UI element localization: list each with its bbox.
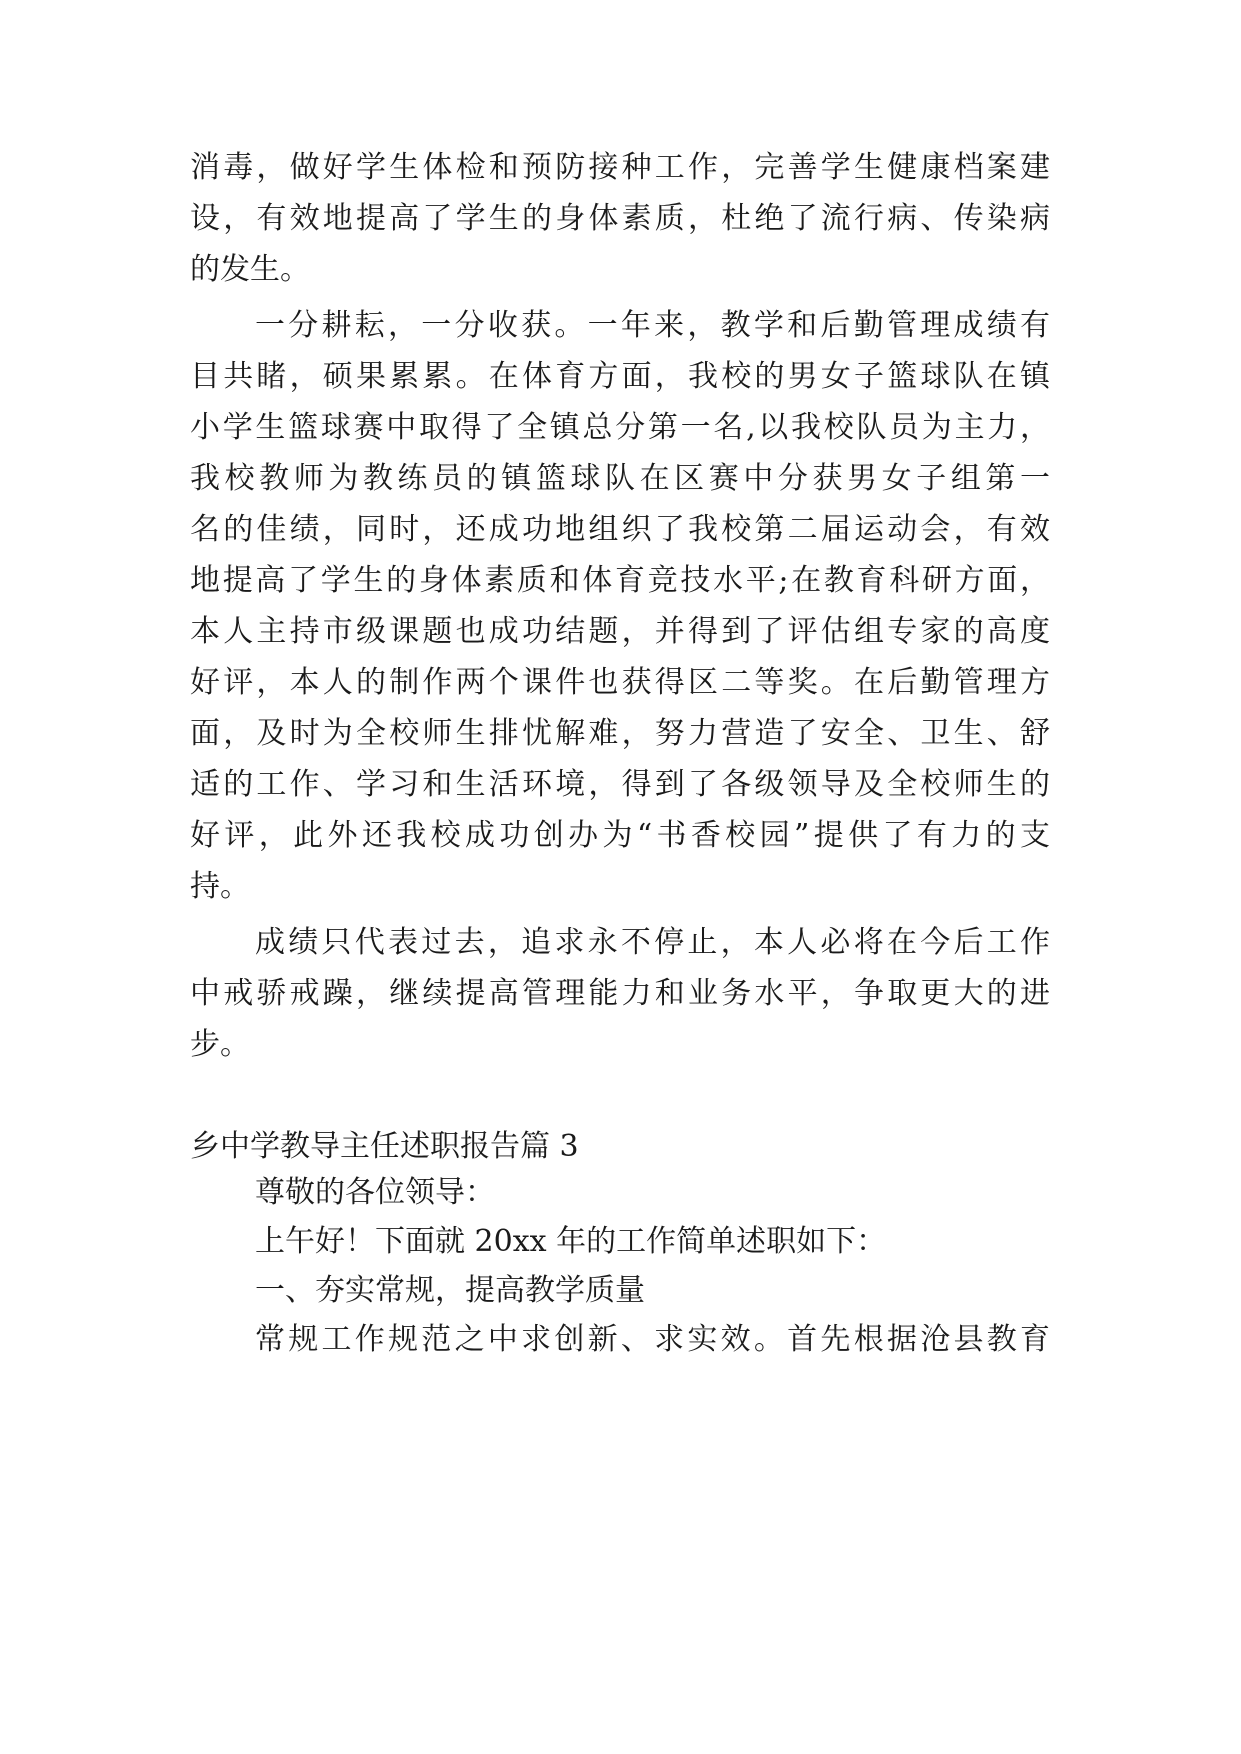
body-text-line: 适的工作、学习和生活环境，得到了各级领导及全校师生的 <box>190 767 1050 802</box>
body-text-line: 一分耕耘，一分收获。一年来，教学和后勤管理成绩有 <box>255 308 1050 343</box>
body-text-line: 小学生篮球赛中取得了全镇总分第一名,以我校队员为主力， <box>190 410 1050 445</box>
body-text-line: 好评，此外还我校成功创办为“书香校园”提供了有力的支 <box>190 818 1050 853</box>
body-text-line: 的发生。 <box>190 252 310 287</box>
body-text-line: 设，有效地提高了学生的身体素质，杜绝了流行病、传染病 <box>190 201 1050 236</box>
body-text-line: 本人主持市级课题也成功结题，并得到了评估组专家的高度 <box>190 614 1050 649</box>
body-text-line: 消毒，做好学生体检和预防接种工作，完善学生健康档案建 <box>190 150 1050 185</box>
body-text-line: 步。 <box>190 1027 250 1062</box>
body-text-line: 地提高了学生的身体素质和体育竞技水平;在教育科研方面， <box>190 563 1050 598</box>
body-text-line: 持。 <box>190 869 250 904</box>
greeting-line: 上午好！下面就 20xx 年的工作简单述职如下： <box>255 1224 887 1259</box>
body-text-line: 目共睹，硕果累累。在体育方面，我校的男女子篮球队在镇 <box>190 359 1050 394</box>
body-text-line: 名的佳绩，同时，还成功地组织了我校第二届运动会，有效 <box>190 512 1050 547</box>
salutation: 尊敬的各位领导： <box>255 1175 495 1210</box>
body-text-line: 成绩只代表过去，追求永不停止，本人必将在今后工作 <box>255 925 1050 960</box>
subheading: 一、夯实常规，提高教学质量 <box>255 1273 645 1308</box>
section-heading: 乡中学教导主任述职报告篇 3 <box>190 1129 579 1164</box>
body-text-line: 我校教师为教练员的镇篮球队在区赛中分获男女子组第一 <box>190 461 1050 496</box>
body-text-line: 面，及时为全校师生排忧解难，努力营造了安全、卫生、舒 <box>190 716 1050 751</box>
body-text-line: 中戒骄戒躁，继续提高管理能力和业务水平，争取更大的进 <box>190 976 1050 1011</box>
body-text-line: 常规工作规范之中求创新、求实效。首先根据沧县教育 <box>255 1322 1050 1357</box>
body-text-line: 好评，本人的制作两个课件也获得区二等奖。在后勤管理方 <box>190 665 1050 700</box>
